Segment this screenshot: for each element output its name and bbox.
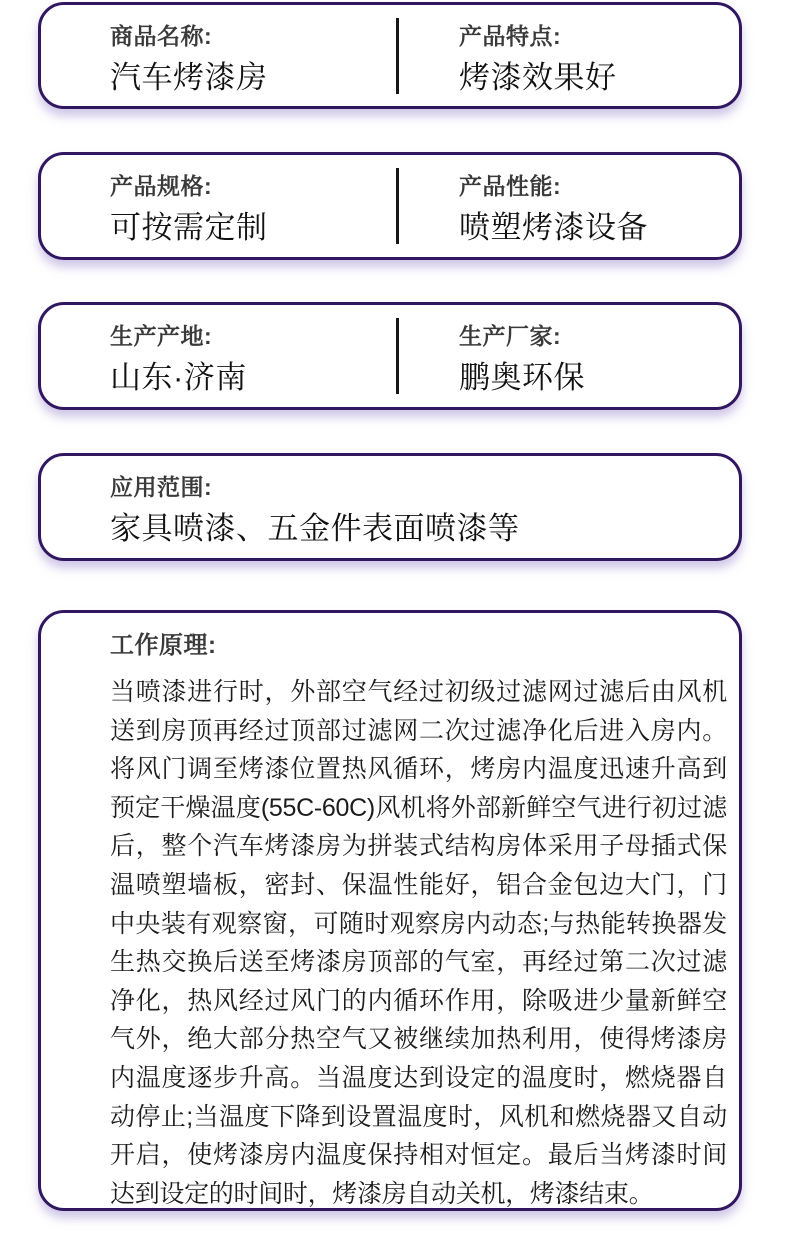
application-scope-field bbox=[41, 456, 739, 548]
product-name-value: 汽车烤漆房 bbox=[110, 60, 268, 95]
application-scope-value: 家具喷漆、五金件表面喷漆等 bbox=[110, 511, 520, 546]
product-spec-field bbox=[41, 155, 396, 257]
production-origin-field bbox=[41, 305, 396, 407]
application-scope-label: 应用范围: bbox=[110, 474, 213, 500]
working-principle-card bbox=[38, 610, 742, 1211]
product-performance-field bbox=[399, 155, 739, 257]
product-spec-label: 产品规格: bbox=[110, 173, 213, 199]
product-name-field bbox=[41, 5, 396, 106]
spec-performance-card bbox=[38, 152, 742, 260]
product-feature-value: 烤漆效果好 bbox=[459, 60, 617, 95]
manufacturer-label: 生产厂家: bbox=[459, 323, 562, 349]
product-performance-value: 喷塑烤漆设备 bbox=[459, 210, 648, 245]
working-principle-title: 工作原理: bbox=[110, 632, 217, 659]
production-origin-label: 生产产地: bbox=[110, 323, 213, 349]
manufacturer-value: 鹏奥环保 bbox=[459, 360, 585, 395]
application-scope-card bbox=[38, 453, 742, 561]
production-origin-value: 山东·济南 bbox=[110, 360, 247, 395]
product-name-label: 商品名称: bbox=[110, 23, 213, 49]
manufacturer-field bbox=[399, 305, 739, 407]
product-name-feature-card bbox=[38, 2, 742, 109]
origin-manufacturer-card bbox=[38, 302, 742, 410]
product-performance-label: 产品性能: bbox=[459, 173, 562, 199]
working-principle-text: 当喷漆进行时，外部空气经过初级过滤网过滤后由风机送到房顶再经过顶部过滤网二次过滤净化后进入房内。将风门调至烤漆位置热风循环，烤房内温度迅速升高到预定干燥温度(55C-60C)风机将外部新鲜空气进行初过滤后，整个汽车烤漆房为拼装式结构房体采用子母插式保温喷塑墙板，密封、保温性能好，铝合金包边大门，门中央装有观察窗，可随时观察房内动态;与热能转换器发生热交换后送至烤漆房顶部的气室，再经过第二次过滤净化，热风经过风门的内循环作用，除吸进少量新鲜空气外，绝大部分热空气又被继续加热利用，使得烤漆房内温度逐步升高。当温度达到设定的温度时，燃烧器自动停止;当温度下降到设置温度时，风机和燃烧器又自动开启，使烤漆房内温度保持相对恒定。最后当烤漆时间达到设定的时间时，烤漆房自动关机，烤漆结束。 bbox=[110, 678, 727, 1208]
product-feature-field bbox=[399, 5, 739, 106]
product-spec-value: 可按需定制 bbox=[110, 210, 268, 245]
product-feature-label: 产品特点: bbox=[459, 23, 562, 49]
